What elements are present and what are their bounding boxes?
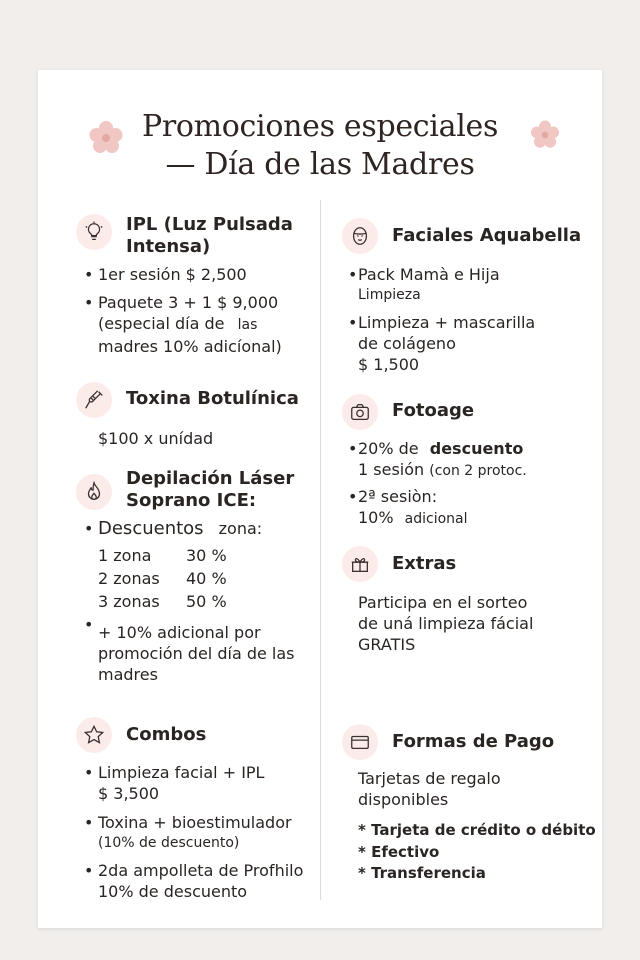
star-icon	[76, 717, 112, 753]
pago-item: * Tarjeta de crédito o débito	[358, 821, 596, 839]
descuentos-label: Descuentos	[98, 518, 204, 539]
ipl-item-2-line-2b: las	[237, 317, 258, 333]
pago-list	[358, 820, 596, 885]
section-combos	[76, 717, 206, 753]
zona-label: zona:	[218, 519, 263, 538]
gift-icon	[342, 546, 378, 582]
section-ipl	[76, 214, 293, 258]
fotoage-item-2: • 2ª sesiòn: 10% adicional	[348, 487, 468, 527]
ipl-item-1: • 1er sesión $ 2,500	[84, 265, 247, 284]
flame-icon	[76, 474, 112, 510]
section-pago	[342, 724, 554, 760]
fotoage-item-1: • 20% de descuento 1 sesión (con 2 protoc.	[348, 439, 527, 479]
camera-icon	[342, 394, 378, 430]
fotoage-title: Fotoage	[392, 400, 475, 421]
combos-item-1: • Limpieza facial + IPL $ 3,500	[84, 763, 265, 803]
ipl-title-line-1: IPL (Luz Pulsada	[126, 214, 293, 235]
section-faciales	[342, 218, 581, 254]
zone-row: 2 zonas 40 %	[98, 569, 227, 588]
pago-text: Tarjetas de regalo disponibles	[358, 769, 501, 809]
lightbulb-icon	[76, 214, 112, 250]
extra-line-3: madres	[98, 665, 158, 684]
depilacion-descuentos: • Descuentos zona:	[84, 518, 263, 539]
pago-item: * Transferencia	[358, 864, 486, 882]
extras-text: Participa en el sorteo de uná limpieza fácial GRATIS	[358, 593, 534, 654]
page-title	[38, 108, 602, 184]
ipl-item-2-line-2a: (especial día de	[98, 314, 225, 333]
combos-item-3: • 2da ampolleta de Profhilo 10% de descuento	[84, 861, 304, 901]
pago-item: * Efectivo	[358, 842, 440, 861]
promo-card	[38, 70, 602, 928]
title-line-2: — Día de las Madres	[165, 147, 475, 182]
faciales-item-1: • Pack Mamà e Hija Limpieza	[348, 265, 500, 303]
faciales-item-2: • Limpieza + mascarilla de colágeno $ 1,500	[348, 313, 536, 374]
section-toxina	[76, 382, 299, 418]
ipl-item-2: • Paquete 3 + 1 $ 9,000 (especial día de las madres 10% adicíonal)	[84, 293, 282, 356]
face-icon	[342, 218, 378, 254]
extra-line-1: + 10% adicional por	[98, 623, 261, 642]
ipl-item-2-line-3: madres 10% adicíonal)	[98, 337, 282, 356]
title-line-1: Promociones especiales	[141, 109, 499, 144]
section-extras	[342, 546, 456, 582]
pago-title: Formas de Pago	[392, 731, 555, 752]
faciales-title: Faciales Aquabella	[392, 225, 582, 246]
toxina-price: $100 x unídad	[98, 429, 214, 448]
card-icon	[342, 724, 378, 760]
zone-row: 1 zona 30 %	[98, 546, 227, 565]
depilacion-title-line-2: Soprano ICE:	[126, 490, 257, 511]
extras-title: Extras	[392, 553, 457, 574]
combos-item-2: • Toxina + bioestimulador (10% de descuento)	[84, 813, 292, 851]
depilacion-title-line-1: Depilación Láser	[126, 468, 295, 489]
syringe-icon	[76, 382, 112, 418]
zone-row: 3 zonas 50 %	[98, 592, 227, 611]
ipl-item-2-line-1: Paquete 3 + 1 $ 9,000	[98, 293, 279, 312]
ipl-title-line-2: Intensa)	[126, 236, 211, 257]
column-divider	[320, 200, 321, 900]
section-depilacion	[76, 468, 294, 512]
toxina-title: Toxina Botulínica	[126, 388, 299, 409]
depilacion-extra: • + 10% adicional por promoción del día de las madres	[84, 615, 295, 684]
zones-table	[98, 544, 227, 613]
combos-title: Combos	[126, 724, 207, 745]
extra-line-2: promoción del día de las	[98, 644, 295, 663]
section-fotoage	[342, 394, 474, 430]
